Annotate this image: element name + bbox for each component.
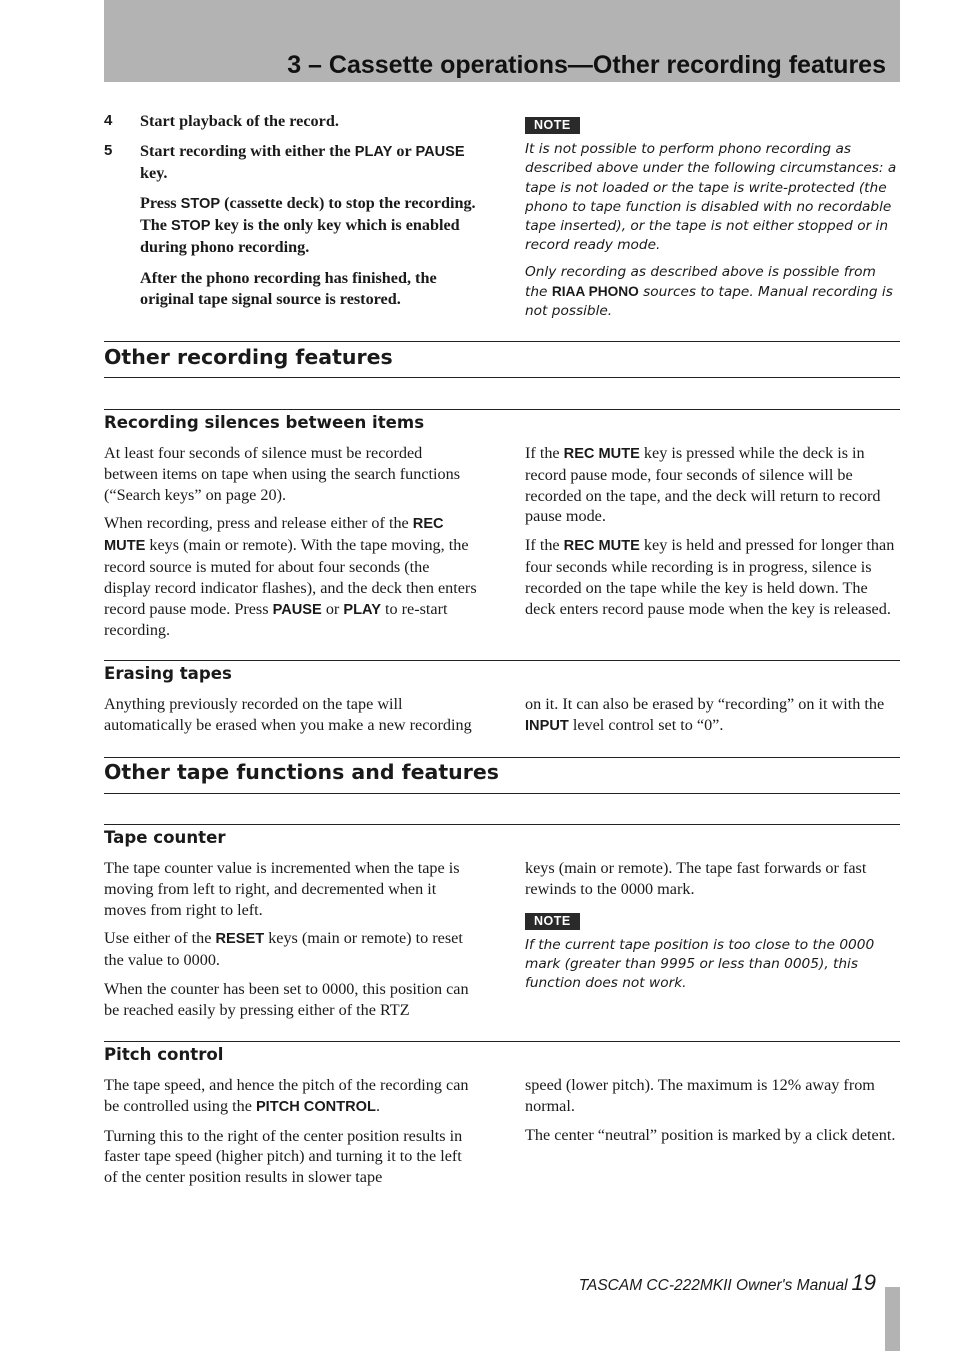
paragraph: The tape speed, and hence the pitch of the recording can be controlled using the PITCH CONTROL. [104,1076,469,1115]
note-badge: NOTE [525,117,580,134]
subsection-rule [104,409,900,410]
note-text: It is not possible to perform phono recording as described above under the following circumstances: a tape is not loaded or the tape is write-protected (the phono to tape function is disabled with no recordable tape inserted), or the tape is not either stopped or in record ready mode. [525,141,897,254]
paragraph: When recording, press and release either of the REC MUTE keys (main or remote). With the tape moving, the record source is muted for about four seconds (the display record indicator flashes), and the deck then enters record pause mode. Press PAUSE or PLAY to re-start recording. [104,514,477,640]
counter-right-column [525,858,900,993]
step-text: Start playback of the record. [140,112,339,130]
section-rule-top [104,341,900,342]
step-text: or [392,141,416,160]
paragraph: The tape counter value is incremented when the tape is moving from left to right, and decremented when it moves from right to left. [104,859,460,919]
pitch-right-column [525,1075,900,1145]
paragraph: on it. It can also be erased by “recording” on it with the INPUT level control set to “0”. [525,695,885,734]
subsection-rule [104,1041,900,1042]
paragraph: When the counter has been set to 0000, this position can be reached easily by pressing either of the RTZ [104,979,469,1019]
section-heading-other-recording: Other recording features [104,345,393,369]
step-text: Start recording with either the [140,141,355,160]
step-5 [104,141,479,184]
erasing-left-column [104,694,479,736]
rec-mute-key-label: REC MUTE [563,538,640,555]
page-footer [579,1270,876,1296]
note-text: Only recording as described above is possible from the RIAA PHONO sources to tape. Manual recording is not possible. [525,263,893,320]
section-rule-top [104,757,900,758]
chapter-header-band [104,0,900,82]
play-key-label: PLAY [343,601,381,618]
subsection-rule [104,660,900,661]
paragraph: If the REC MUTE key is held and pressed for longer than four seconds while recording is in progress, silence is recorded on the tape while the key is held down. The deck enters record pause mode when the key is released. [525,536,895,618]
section-rule-bottom [104,377,900,378]
step-number: 4 [104,112,113,129]
stop-key-label: STOP [171,218,211,235]
page-number: 19 [851,1270,876,1295]
note-text: If the current tape position is too close to the 0000 mark (greater than 9995 or less than 0005), this function does not work. [525,936,875,992]
rec-mute-key-label: REC MUTE [104,516,444,555]
subsection-heading-erasing: Erasing tapes [104,664,232,683]
subsection-heading-counter: Tape counter [104,828,226,847]
paragraph: At least four seconds of silence must be recorded between items on tape when using the search functions (“Search keys” on page 20). [104,444,461,504]
subsection-rule [104,824,900,825]
erasing-right-column [525,694,900,737]
paragraph: The center “neutral” position is marked by a click detent. [525,1125,896,1144]
note-box [525,116,900,322]
page-edge-tab [885,1287,900,1351]
chapter-title: 3 – Cassette operations—Other recording features [287,51,886,79]
manual-title: TASCAM CC-222MKII Owner's Manual [578,1277,848,1294]
paragraph: Anything previously recorded on the tape will automatically be erased when you make a new recording [104,695,472,734]
paragraph: Use either of the RESET keys (main or remote) to reset the value to 0000. [104,929,463,970]
section-rule-bottom [104,793,900,794]
counter-left-column [104,858,479,1021]
paragraph: speed (lower pitch). The maximum is 12% away from normal. [525,1076,875,1115]
subsection-heading-pitch: Pitch control [104,1045,224,1064]
riaa-phono-label: RIAA PHONO [551,284,639,300]
step-5-detail: Press STOP (cassette deck) to stop the recording. The STOP key is the only key which is enabled during phono recording. [140,194,476,256]
steps-column [104,111,479,309]
section-heading-other-tape: Other tape functions and features [104,760,499,784]
note-badge: NOTE [525,913,580,930]
paragraph: If the REC MUTE key is pressed while the deck is in record pause mode, four seconds of silence will be recorded on the tape, and the deck will return to record pause mode. [525,444,881,526]
step-5-result: After the phono recording has finished, the original tape signal source is restored. [140,268,437,308]
play-key-label: PLAY [354,143,393,160]
silences-left-column [104,443,479,641]
silences-right-column [525,443,900,619]
note-box [525,912,900,994]
step-number: 5 [104,141,113,159]
paragraph: keys (main or remote). The tape fast forwards or fast rewinds to the 0000 mark. [525,859,867,898]
subsection-heading-silences: Recording silences between items [104,413,425,432]
pitch-control-label: PITCH CONTROL [255,1098,376,1115]
pause-key-label: PAUSE [272,601,322,618]
step-text: key. [140,163,168,182]
pitch-left-column [104,1075,479,1188]
stop-key-label: STOP [180,196,221,213]
reset-key-label: RESET [215,931,265,948]
rec-mute-key-label: REC MUTE [563,446,640,462]
pause-key-label: PAUSE [415,143,465,160]
step-4 [104,111,479,132]
paragraph: Turning this to the right of the center position results in faster tape speed (higher pitch) and turning it to the left of the center position results in slower tape [104,1126,463,1187]
input-control-label: INPUT [525,717,569,734]
